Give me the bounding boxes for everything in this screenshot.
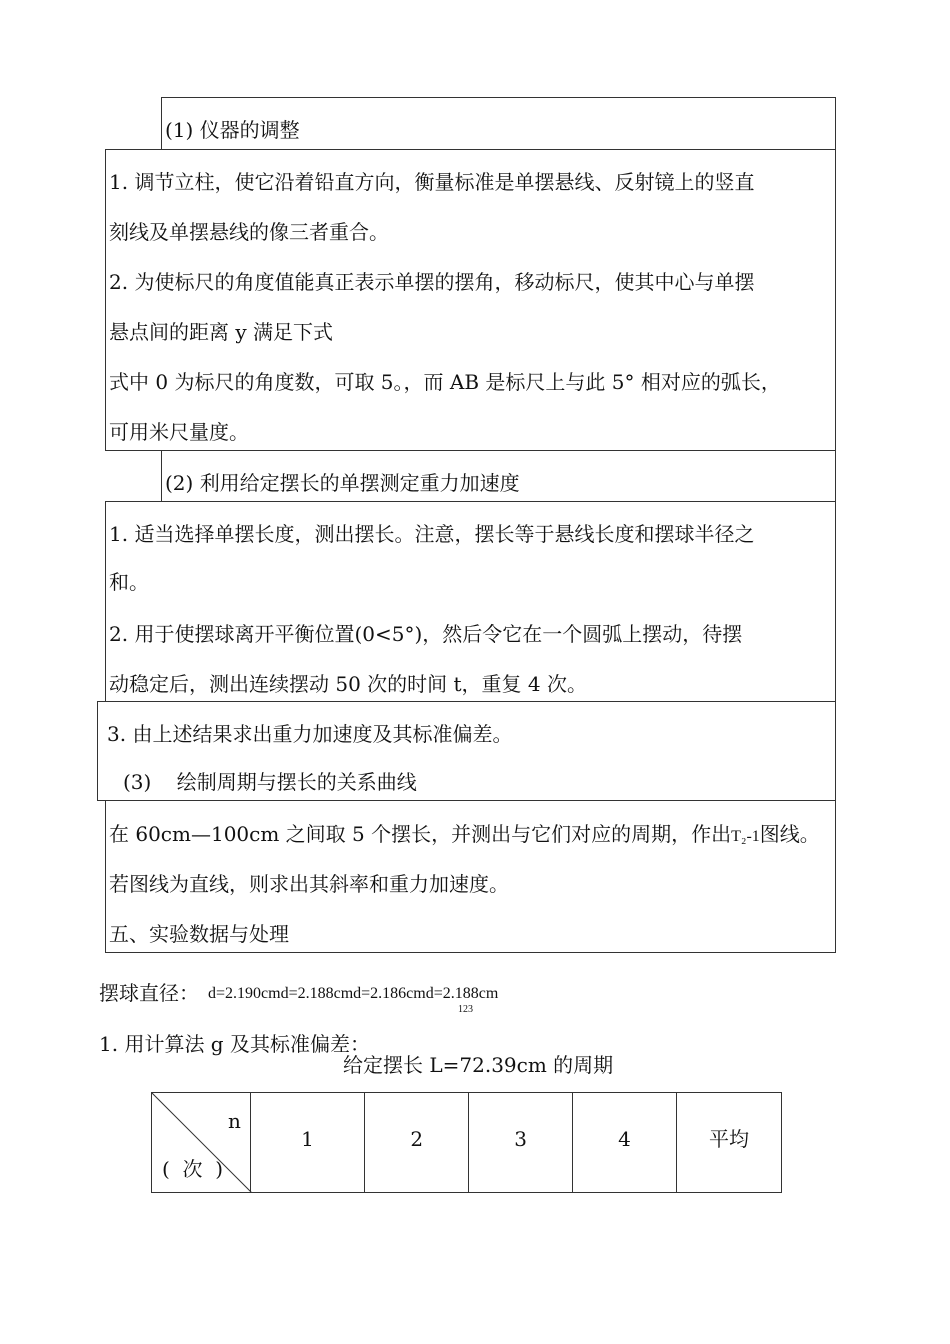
section3-line-1-pre: 在 60cm—100cm 之间取 5 个摆长，并测出与它们对应的周期，作出 (109, 822, 732, 846)
header-2: 2 (365, 1093, 469, 1193)
section2-line-1: 1. 适当选择单摆长度，测出摆长。注意，摆长等于悬线长度和摆球半径之 (109, 522, 755, 546)
t2-1-label: T₂-1 (731, 828, 760, 845)
section1-heading: (1) 仪器的调整 (165, 118, 300, 142)
section1-line-5: 式中 0 为标尺的角度数，可取 5。，而 AB 是标尺上与此 5° 相对应的弧长， (109, 370, 781, 394)
corner-n: n (228, 1109, 241, 1133)
table-header-row (152, 1093, 782, 1193)
section2-line-4: 动稳定后，测出连续摆动 50 次的时间 t，重复 4 次。 (109, 672, 587, 696)
period-table (151, 1092, 782, 1193)
corner-times: ( 次 ) (162, 1157, 224, 1181)
section2-heading: (2) 利用给定摆长的单摆测定重力加速度 (165, 471, 520, 495)
section1-line-1: 1. 调节立柱，使它沿着铅直方向，衡量标准是单摆悬线、反射镜上的竖直 (109, 170, 755, 194)
section1-line-3: 2. 为使标尺的角度值能真正表示单摆的摆角，移动标尺，使其中心与单摆 (109, 270, 755, 294)
section1-line-2: 刻线及单摆悬线的像三者重合。 (109, 220, 389, 244)
diameter-subscript: 123 (458, 1004, 473, 1015)
section3-line-1 (109, 824, 820, 845)
header-average: 平均 (676, 1093, 781, 1193)
section3-line-3: 五、实验数据与处理 (109, 922, 289, 946)
section3-line-1-post: 图线。 (759, 822, 820, 846)
section2-line-3: 2. 用于使摆球离开平衡位置(0<5°)，然后令它在一个圆弧上摆动，待摆 (109, 622, 743, 646)
section2-line-5: 3. 由上述结果求出重力加速度及其标准偏差。 (107, 722, 513, 746)
section2-line-2: 和。 (109, 570, 149, 594)
calc-label: 1. 用计算法 g 及其标准偏差： (99, 1032, 370, 1056)
section1-line-4: 悬点间的距离 y 满足下式 (109, 320, 334, 344)
section1-line-6: 可用米尺量度。 (109, 420, 249, 444)
section1-content-box (105, 149, 836, 451)
table-title: 给定摆长 L=72.39cm 的周期 (343, 1053, 614, 1077)
section3-line-2: 若图线为直线，则求出其斜率和重力加速度。 (109, 872, 509, 896)
diameter-label: 摆球直径： (99, 981, 199, 1005)
header-1: 1 (250, 1093, 365, 1193)
section3-heading: (3) 绘制周期与摆长的关系曲线 (123, 770, 417, 794)
diameter-values: d=2.190cmd=2.188cmd=2.186cmd=2.188cm (208, 985, 499, 1002)
header-4: 4 (573, 1093, 677, 1193)
corner-cell (152, 1093, 251, 1193)
header-3: 3 (469, 1093, 573, 1193)
